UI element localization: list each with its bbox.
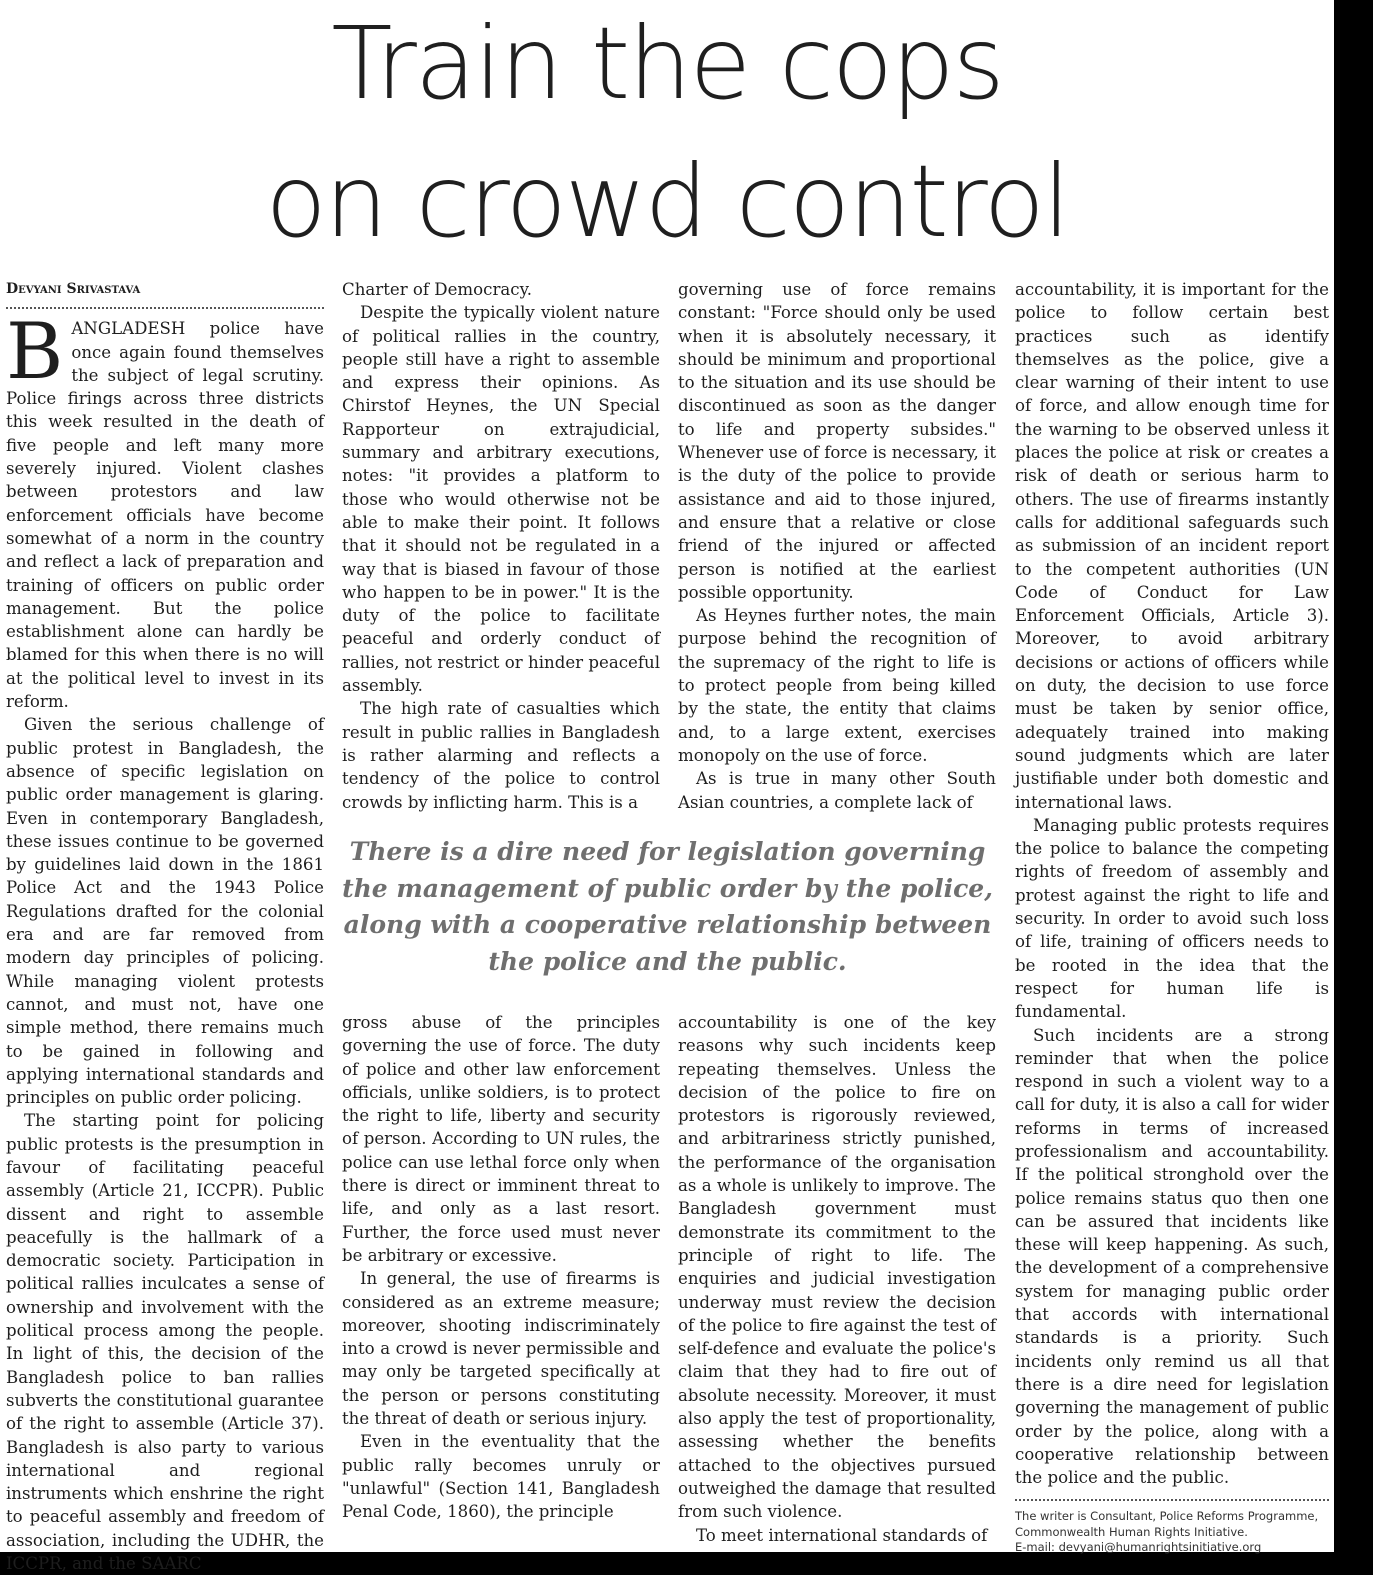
col1-paragraph-1: ANGLADESH police have once again found themselves the subject of legal scrutiny. Police firings across three districts this week resulted in the death of five people and left many more severely injured. Violent clashes between protestors and law enforcement officials have become somewhat of a norm in the country and reflect a lack of preparation and training of officers on public order management. But the police establishment alone can hardly be blamed for this when there is no will at the political level to invest in its reform. [6,319,324,712]
pull-quote: There is a dire need for legislation governing the management of public order by the police, along with a cooperative relationship between the police and the public. [342,837,993,976]
author-email: E-mail: devyani@humanrightsinitiative.org [1015,1540,1262,1555]
author-note [1015,1509,1329,1556]
col3-top-paragraph-2: As Heynes further notes, the main purpose behind the recognition of the supremacy of the right to life is to protect people from being killed by the state, the entity that claims and, to a large extent, exercises monopoly on the use of force. [678,606,996,765]
drop-cap: B [6,307,64,398]
col3-bottom-paragraph-2: To meet international standards of [696,1525,988,1545]
col3-top-paragraph-3: As is true in many other South Asian countries, a complete lack of [678,769,996,812]
col2-bottom-paragraph-1: gross abuse of the principles governing the use of force. The duty of police and other law enforcement officials, unlike soldiers, is to protect the right to life, liberty and security of person. According to UN rules, the police can use lethal force only when there is direct or imminent threat to life, and only as a last resort. Further, the force used must never be arbitrary or excessive. [342,1013,660,1265]
headline-line-1: Train the cops [331,5,1003,122]
col3-top-paragraph-1: governing use of force remains constant: "Force should only be used when it is absolutely necessary, it should be minimum and proportional to the situation and its use should be discontinued as soon as the danger to life and property subsides." Whenever use of force is necessary, it is the duty of the police to provide assistance and aid to those injured, and ensure that a relative or close friend of the injured or affected person is notified at the earliest possible opportunity. [678,280,996,602]
col4-paragraph-2: Managing public protests requires the police to balance the competing rights of freedom of assembly and protest against the right to life and security. In order to avoid such loss of life, training of officers needs to be rooted in the idea that the respect for human life is fundamental. [1015,815,1329,1022]
col1-paragraph-3: The starting point for policing public protests is the presumption in favour of facilitating peaceful assembly (Article 21, ICCPR). Public dissent and right to assemble peacefully is the hallmark of a democratic society. Participation in political rallies inculcates a sense of ownership and involvement with the political process among the people. In light of this, the decision of the Bangladesh police to ban rallies subverts the constitutional guarantee of the right to assemble (Article 37). Bangladesh is also party to various international and regional instruments which enshrine the right to peaceful assembly and freedom of association, including the UDHR, the ICCPR, and the SAARC [6,1111,324,1574]
col2-bottom-paragraph-2: In general, the use of firearms is considered as an extreme measure; moreover, shooting indiscriminately into a crowd is never permissible and may only be targeted specifically at the person or persons constituting the threat of death or serious injury. [342,1269,660,1429]
column-2-top [342,278,660,814]
author-description: The writer is Consultant, Police Reforms Programme, Commonwealth Human Rights Initiative. [1015,1509,1319,1539]
footer-divider [1015,1499,1329,1501]
byline: Devyani Srivastava [6,281,141,297]
col4-paragraph-3: Such incidents are a strong reminder that when the police respond in such a violent way to a call for duty, it is also a call for wider reforms in terms of increased professionalism and accountability. If the political stronghold over the police remains status quo then one can be assured that incidents like these will keep happening. As such, the development of a comprehensive system for managing public order that accords with international standards is a priority. Such incidents only remind us all that there is a dire need for legislation governing the management of public order by the police, along with a cooperative relationship between the police and the public. [1015,1025,1329,1488]
headline-line-2: on crowd control [265,143,1069,260]
col1-paragraph-2: Given the serious challenge of public protest in Bangladesh, the absence of specific legislation on public order management is glaring. Even in contemporary Bangladesh, these issues continue to be governed by guidelines laid down in the 1861 Police Act and the 1943 Police Regulations drafted for the colonial era and are far removed from modern day principles of policing. While managing violent protests cannot, and must not, have one simple method, there remains much to be gained in following and applying international standards and principles on public order policing. [6,715,324,1108]
col3-bottom-paragraph-1: accountability is one of the key reasons why such incidents keep repeating themselves. Unless the decision of the police to fire on protestors is rigorously reviewed, and arbitrariness strictly punished, the performance of the organisation as a whole is unlikely to improve. The Bangladesh government must demonstrate its commitment to the principle of right to life. The enquiries and judicial investigation underway must review the decision of the police to fire against the test of self-defence and evaluate the police's claim that they had to fire out of absolute necessity. Moreover, it must also apply the test of proportionality, assessing whether the benefits attached to the objectives pursued outweighed the damage that resulted from such violence. [678,1013,996,1522]
col2-bottom-paragraph-3: Even in the eventuality that the public rally becomes unruly or "unlawful" (Section 141, Bangladesh Penal Code, 1860), the principle [342,1432,660,1522]
column-4 [1015,278,1329,1556]
column-1 [6,278,324,1575]
col2-top-paragraph-3: The high rate of casualties which result in public rallies in Bangladesh is rather alarming and reflects a tendency of the police to control crowds by inflicting harm. This is a [342,699,660,812]
column-3-bottom [678,1011,996,1547]
column-2-bottom [342,1011,660,1524]
col4-paragraph-1: accountability, it is important for the police to follow certain best practices such as identify themselves as the police, give a clear warning of their intent to use of force, and allow enough time for the warning to be observed unless it places the police at risk or creates a risk of death or serious harm to others. The use of firearms instantly calls for additional safeguards such as submission of an incident report to the competent authorities (UN Code of Conduct for Law Enforcement Officials, Article 3). Moreover, to avoid arbitrary decisions or actions of officers while on duty, the decision to use force must be taken by senior office, adequately trained into making sound judgments which are later justifiable under both domestic and international laws. [1015,280,1329,812]
col2-top-paragraph-2: Despite the typically violent nature of political rallies in the country, people still have a right to assemble and express their opinions. As Chirstof Heynes, the UN Special Rapporteur on extrajudicial, summary and arbitrary executions, notes: "it provides a platform to those who would otherwise not be able to make their point. It follows that it should not be regulated in a way that is biased in favour of those who happen to be in power." It is the duty of the police to facilitate peaceful and orderly conduct of rallies, not restrict or hinder peaceful assembly. [342,303,660,696]
column-3-top [678,278,996,814]
col2-top-paragraph-1: Charter of Democracy. [342,280,533,299]
